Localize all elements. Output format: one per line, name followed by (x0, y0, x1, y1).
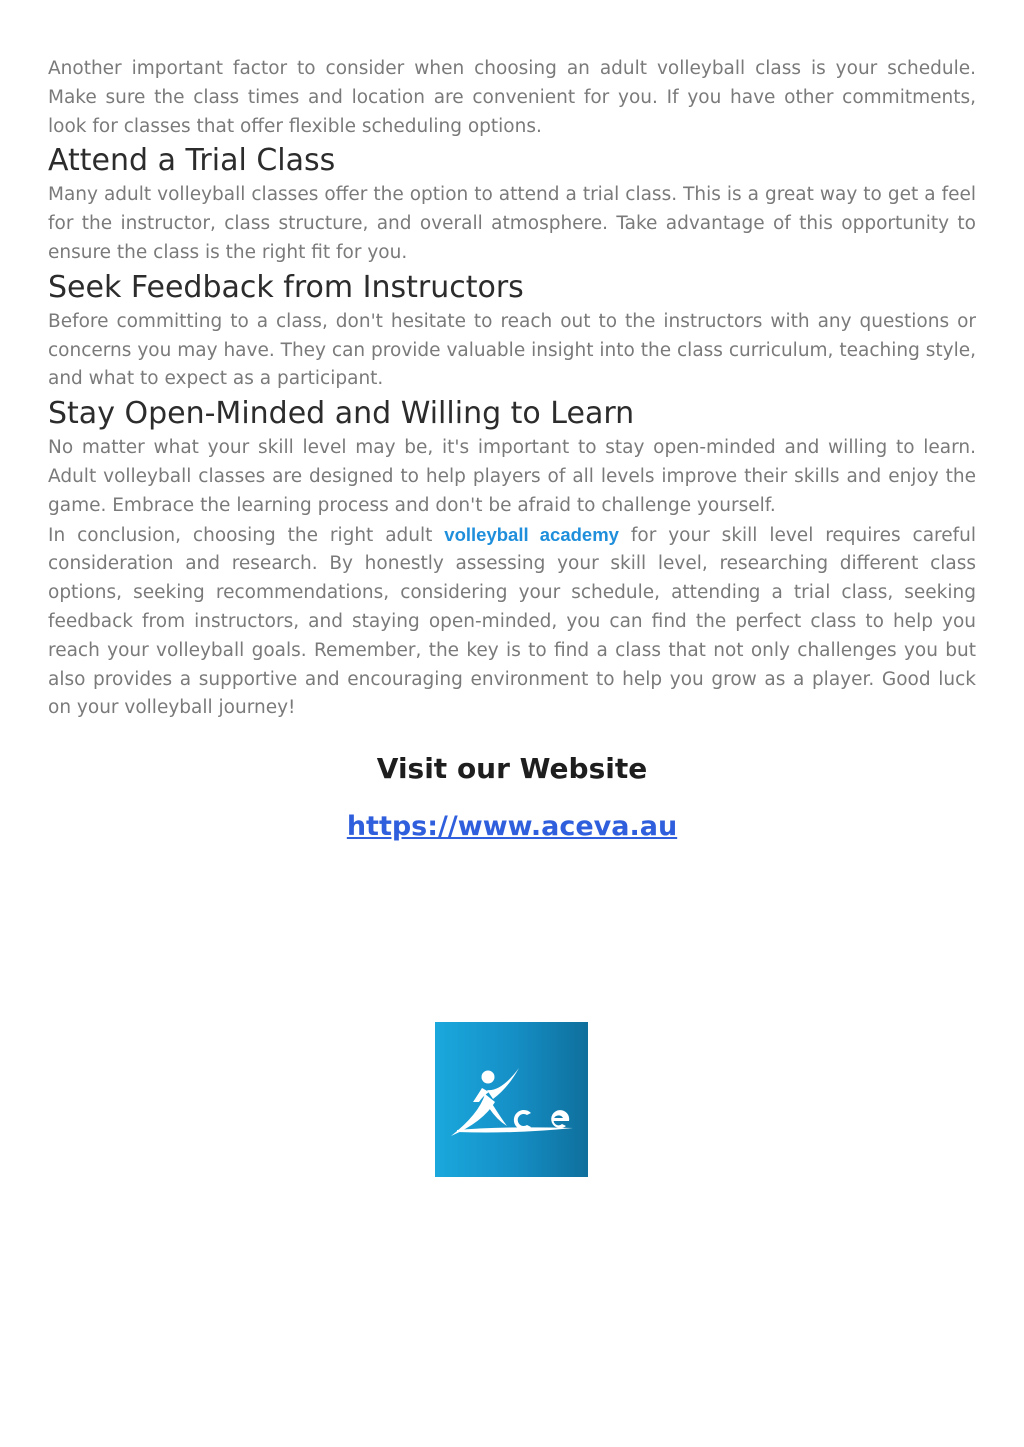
conclusion-text-before: In conclusion, choosing the right adult (48, 524, 445, 546)
paragraph-conclusion (48, 521, 976, 724)
website-link-container (48, 807, 976, 847)
ace-logo-icon (435, 1022, 588, 1177)
heading-attend-trial-class: Attend a Trial Class (48, 143, 336, 179)
conclusion-text-after: for your skill level requires careful consideration and research. By honestly assessing your skill level, researching different class options, seeking recommendations, considering your schedule, attending a trial class, seeking feedback from instructors, and staying open-minded, you can find the perfect class to help you reach your volleyball goals. Remember, the key is to find a class that not only challenges you but also provides a supportive and encouraging environment to help you grow as a player. Good luck on your volleyball journey! (48, 524, 976, 719)
logo-swoosh (457, 1127, 573, 1132)
paragraph-open-minded: No matter what your skill level may be, it's important to stay open-minded and willing to learn. Adult volleyball classes are designed to help players of all levels improve their skills and enjoy the game. Embrace the learning process and don't be afraid to challenge yourself. (48, 437, 976, 516)
visit-website-heading: Visit our Website (376, 752, 648, 786)
paragraph-schedule: Another important factor to consider when choosing an adult volleyball class is your schedule. Make sure the class times and location are convenient for you. If you have other commitments, look for classes that offer flexible scheduling options. (48, 58, 976, 137)
website-url-link[interactable]: https://www.aceva.au (346, 811, 678, 843)
heading-stay-open-minded: Stay Open-Minded and Willing to Learn (48, 396, 635, 432)
heading-seek-feedback: Seek Feedback from Instructors (48, 269, 524, 305)
logo-letter-c (514, 1110, 531, 1130)
document-page (48, 55, 976, 847)
ace-logo (435, 1022, 588, 1177)
paragraph-seek-feedback: Before committing to a class, don't hesitate to reach out to the instructors with any questions or concerns you may have. They can provide valuable insight into the class curriculum, teaching style, and what to expect as a participant. (48, 310, 976, 390)
logo-letter-e (551, 1110, 569, 1128)
paragraph-trial-class: Many adult volleyball classes offer the option to attend a trial class. This is a great way to get a feel for the instructor, class structure, and overall atmosphere. Take advantage of this opportunity to ensure the class is the right fit for you. (48, 184, 976, 263)
logo-figure-leg-right (489, 1102, 507, 1126)
volleyball-academy-link[interactable]: volleyball academy (444, 523, 619, 545)
logo-figure-head (482, 1071, 495, 1084)
